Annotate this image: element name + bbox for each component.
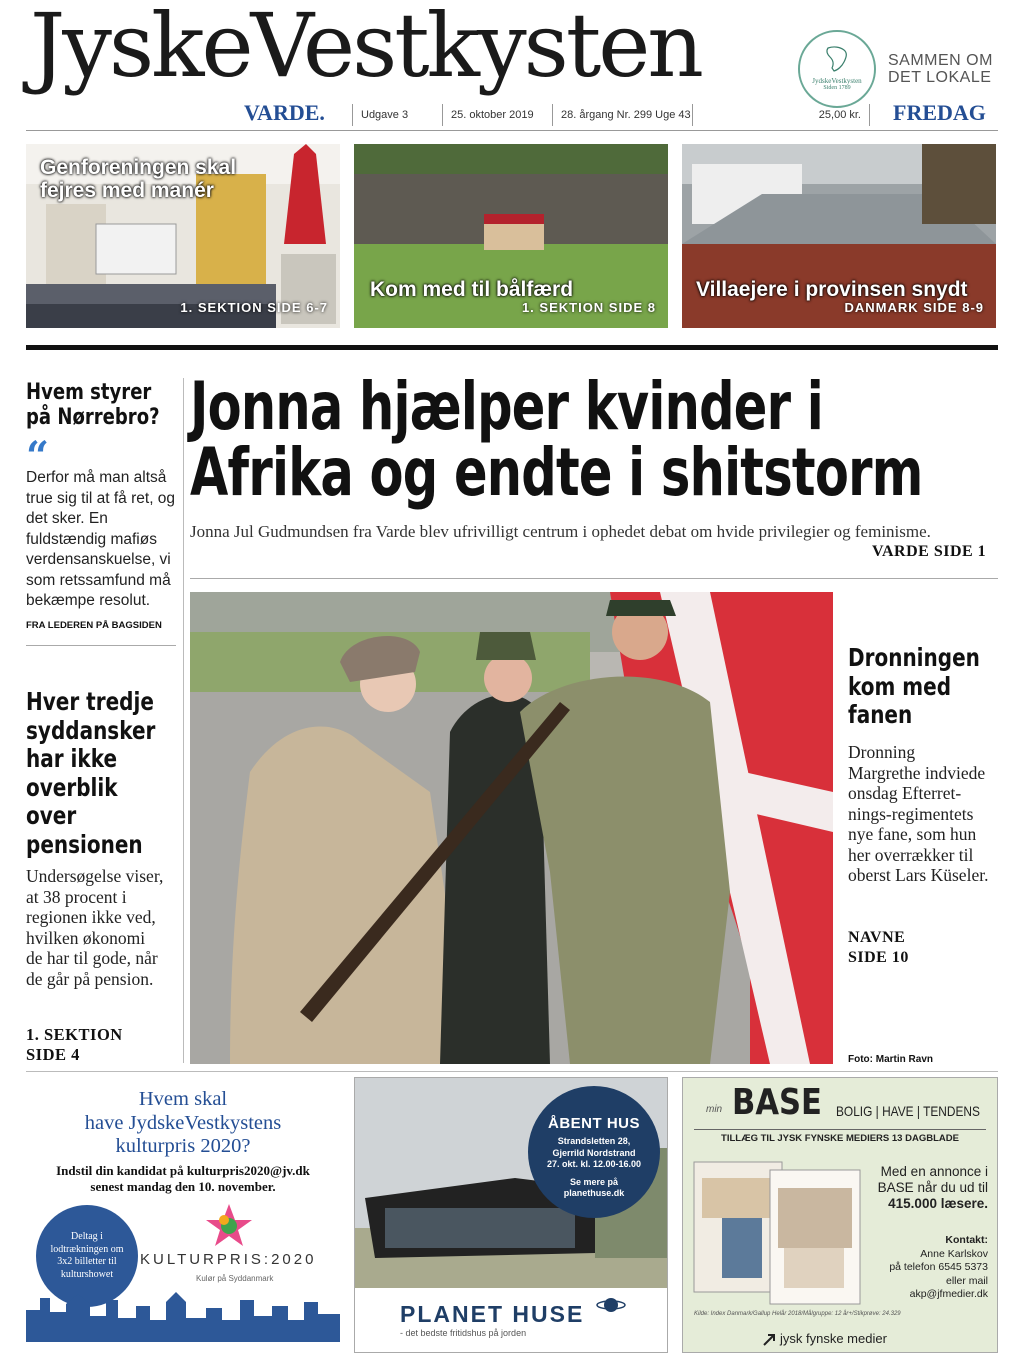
base-contact [858,1234,988,1302]
kulturpris-star-icon [204,1200,254,1250]
masthead-seal [798,30,876,108]
pension-ref-line: SIDE 4 [26,1045,80,1064]
quote-headline-line: Hvem styrer [26,380,152,405]
jysk-fynske-logo: jysk fynske medier [780,1331,887,1346]
price-label: 25,00 kr. [692,104,870,126]
main-headline[interactable] [190,368,940,511]
teaser-page-ref: 1. SEKTION SIDE 6-7 [180,300,328,315]
pension-headline-line: syddansker [26,715,156,745]
kulturpris-logo: KULTURPRIS:2020 [140,1251,317,1268]
open-house-address: Gjerrild Nordstrand [552,1147,636,1158]
pension-body-line: de har til gode, når [26,948,158,968]
base-pitch-line: 415.000 læsere. [888,1196,988,1211]
queen-body-line: Margrethe indviede [848,762,986,783]
open-house-badge[interactable] [528,1086,660,1218]
base-contact-or: eller mail [945,1274,988,1287]
kulturpris-cta[interactable] [26,1163,340,1195]
photo-credit: Foto: Martin Ravn [848,1054,933,1065]
pension-ref-line: 1. SEKTION [26,1025,123,1044]
slogan-line: DET LOKALE [888,69,992,86]
weekday: FREDAG [893,100,986,125]
base-source: Kilde: Index Danmark/Gallup Helår 2018/Målgruppe: 12 år+/Stikprøve: 24.329 [694,1311,901,1317]
base-pitch-line: Med en annonce i [880,1164,988,1179]
queen-body-line: onsdag Efterret- [848,783,962,803]
base-contact-name: Anne Karlskov [920,1247,988,1260]
teaser-page-ref: 1. SEKTION SIDE 8 [521,300,656,315]
queen-headline-line: Dronningen [848,643,980,672]
pension-body-line: at 38 procent i [26,886,127,907]
volume-label: 28. årgang Nr. 299 Uge 43 [552,104,691,126]
base-contact-phone: på telefon 6545 5373 [889,1261,988,1273]
kulturpris-question-line: have JydskeVestkystens [84,1111,282,1134]
queen-ref-line: SIDE 10 [848,948,909,966]
queen-flag-photo[interactable] [190,592,833,1064]
queen-body-line: nye fane, som hun [848,824,977,844]
jfm-arrow-icon [762,1333,776,1347]
main-headline-line: Afrika og endte i shitstorm [190,434,923,511]
queen-body-line: Dronning [848,742,916,762]
open-house-title: ÅBENT HUS [547,1115,640,1132]
teaser-page-ref: DANMARK SIDE 8-9 [844,300,984,315]
queen-body-line: nings-regimentets [848,803,974,824]
quote-text: Derfor må man altså true sig til at få ret, og det sker. En fuldstændig mafiøs verdensanskuelse, vi som retssamfund må bekæmpe resolut. [26,469,176,609]
open-house-link[interactable]: planethuse.dk [563,1188,625,1198]
main-headline-line: Jonna hjælper kvinder i [190,368,823,445]
main-subhead: Jonna Jul Gudmundsen fra Varde blev ufrivilligt centrum i ophedet debat om hvide privilegier og feminisme. [190,522,931,541]
teaser-villaejere[interactable] [682,144,996,328]
edition-name: VARDE. [244,100,325,125]
column-divider [183,378,184,1063]
teaser-headline: Villaejere i provinsen snydt [696,278,968,301]
pension-headline[interactable] [26,688,186,860]
masthead-divider [26,130,998,131]
city-skyline-illustration [26,1290,340,1342]
open-house-address: Strandsletten 28, [557,1136,631,1146]
base-logo: BASE [732,1082,822,1123]
kulturpris-logo-sub: Kulør på Syddanmark [196,1274,274,1283]
kulturpris-cta-line: senest mandag den 10. november. [90,1179,276,1194]
date-label: 25. oktober 2019 [442,104,534,126]
quote-icon: “ [26,433,50,480]
quote-headline-line: på Nørrebro? [26,405,160,430]
open-house-time: 27. okt. kl. 12.00-16.00 [546,1159,642,1169]
planet-huse-tagline: - det bedste fritidshus på jorden [400,1328,527,1338]
queen-headline-line: fanen [848,700,913,730]
pension-body-line: regionen ikke ved, [26,907,156,927]
teaser-headline: Kom med til bålfærd [370,278,574,301]
base-divider [694,1129,986,1130]
queen-flag-image [190,592,833,1064]
planet-icon [596,1294,626,1316]
pension-headline-line: pensionen [26,829,143,859]
base-categories: BOLIG | HAVE | TENDENS [836,1103,980,1119]
teaser-baalfaerd[interactable] [354,144,668,328]
base-mini: min [706,1104,723,1115]
slogan [888,52,993,86]
quote-headline[interactable] [26,380,182,430]
teaser-headline: fejres med manér [40,179,214,202]
pension-headline-line: overblik [26,772,118,802]
section-divider [26,345,998,350]
lottery-badge: Deltag i lodtrækningen om 3x2 billetter til kulturshowet [36,1205,138,1307]
queen-headline-line: kom med [848,671,952,701]
queen-headline[interactable] [848,644,1008,730]
pension-body-line: de går på pension. [26,968,154,989]
main-page-ref: VARDE SIDE 1 [872,543,987,560]
masthead-title: JyskeVestkysten [30,0,701,97]
queen-page-ref [848,928,909,967]
pension-page-ref [26,1025,123,1065]
pension-headline-line: har ikke [26,744,118,774]
seal-name: JydskeVestkysten [812,77,862,85]
teaser-headline: Genforeningen skal [40,156,237,179]
issue-label: Udgave 3 [352,104,408,126]
teaser-genforening[interactable] [26,144,340,328]
pension-headline-line: over [26,801,77,831]
slogan-line: SAMMEN OM [888,52,993,69]
open-house-more: Se mere på [569,1176,619,1187]
pension-headline-line: Hver tredje [26,687,154,716]
kulturpris-question [26,1088,340,1159]
queen-body-line: oberst Lars Küseler. [848,865,989,885]
seal-year: Siden 1789 [823,85,851,91]
base-supplement: TILLÆG TIL JYSK FYNSKE MEDIERS 13 DAGBLADE [721,1133,959,1144]
queen-ref-line: NAVNE [848,929,906,946]
main-divider [190,578,998,579]
base-contact-mail[interactable]: akp@jfmedier.dk [909,1288,988,1300]
kulturpris-question-line: Hvem skal [138,1088,228,1110]
quote-source: FRA LEDEREN PÅ BAGSIDEN [26,620,162,631]
base-contact-label: Kontakt: [945,1234,988,1246]
base-magazine-covers [692,1158,862,1308]
base-pitch [858,1164,988,1212]
pension-body-line: Undersøgelse viser, [26,866,164,886]
column-divider [26,645,176,646]
ads-divider [26,1071,998,1072]
pension-body [26,866,181,989]
jutland-map-icon [820,44,856,74]
planet-huse-logo: PLANET HUSE [400,1301,585,1327]
queen-body-line: her overrækker til [848,844,974,865]
base-pitch-line: BASE når du ud til [877,1180,988,1195]
pension-body-line: hvilken økonomi [26,927,146,948]
kulturpris-question-line: kulturpris 2020? [115,1135,251,1157]
kulturpris-cta-line: Indstil din kandidat på kulturpris2020@jv.dk [56,1163,310,1178]
queen-body [848,742,1003,886]
